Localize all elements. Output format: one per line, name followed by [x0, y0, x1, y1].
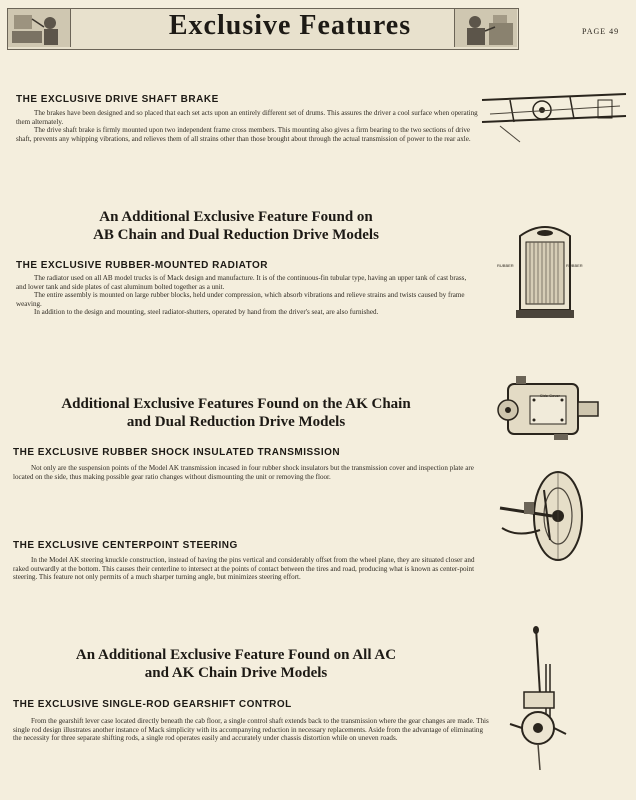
heading-line: An Additional Exclusive Feature Found on — [99, 209, 373, 225]
header-illustration-right — [454, 9, 517, 47]
section-title-rubber-radiator: THE EXCLUSIVE RUBBER-MOUNTED RADIATOR — [16, 260, 269, 271]
section-body-shock-transmission — [13, 464, 481, 481]
feature-heading-ak — [16, 395, 456, 431]
paragraph: The radiator used on all AB model trucks is of Mack design and manufacture. It is of the continuous-fin tubular type, having an upper tank of cast brass, and lower tank and side plates of cast aluminum bolted together as a unit. — [16, 274, 467, 291]
page-title: Exclusive Features — [168, 10, 412, 41]
section-body-centerpoint-steering — [13, 556, 485, 582]
paragraph: The drive shaft brake is firmly mounted upon two independent frame cross members. This mounting also gives a firm bearing to the two sections of drive shaft, prevents any whipping vibrations, and relieves them of all strains other than those brought about through the actual transmission of power to the rear axle. — [16, 126, 471, 143]
side-cover-label: Side Cover — [540, 393, 560, 398]
rubber-label-left: RUBBER — [497, 263, 514, 268]
heading-line: Additional Exclusive Features Found on the AK Chain — [61, 396, 411, 412]
paragraph: In the Model AK steering knuckle construction, instead of having the pins vertical and considerably offset from the wheel plane, they are situated closer and raked outwardly at the bottom. This causes their centerline to intersect at the points of contact between the tires and road, producing what is known as center-point steering. This feature not only permits of a much sharper turning angle, but minimizes steering effort. — [13, 556, 475, 582]
header-illustration-left — [8, 9, 71, 47]
steering-knuckle-illustration — [496, 468, 600, 564]
heading-line: and Dual Reduction Drive Models — [126, 414, 346, 430]
section-title-gearshift-control: THE EXCLUSIVE SINGLE-ROD GEARSHIFT CONTROL — [13, 699, 292, 710]
drive-shaft-brake-illustration — [480, 86, 630, 146]
feature-heading-ac — [16, 646, 456, 682]
section-title-shock-transmission: THE EXCLUSIVE RUBBER SHOCK INSULATED TRANSMISSION — [13, 447, 341, 458]
gearshift-control-illustration — [508, 624, 568, 774]
transmission-illustration — [494, 374, 602, 442]
heading-line: and AK Chain Drive Models — [144, 665, 328, 681]
section-body-rubber-radiator — [16, 274, 478, 317]
section-title-centerpoint-steering: THE EXCLUSIVE CENTERPOINT STEERING — [13, 540, 238, 551]
section-body-gearshift-control — [13, 717, 491, 743]
paragraph: In addition to the design and mounting, steel radiator-shutters, operated by hand from the driver's seat, are also furnished. — [34, 308, 379, 317]
feature-heading-ab — [16, 208, 456, 244]
section-title-drive-shaft-brake: THE EXCLUSIVE DRIVE SHAFT BRAKE — [16, 94, 219, 105]
heading-line: An Additional Exclusive Feature Found on All AC — [75, 647, 397, 663]
heading-line: AB Chain and Dual Reduction Drive Models — [93, 227, 379, 243]
paragraph: The brakes have been designed and so placed that each set acts upon an entirely different set of drums. This assures the driver a cool surface when operating them alternately. — [16, 109, 478, 126]
paragraph: Not only are the suspension points of the Model AK transmission incased in four rubber shock insulators but the transmission cover and inspection plate are located on the side, thus making possible gear ratio changes without dismounting the unit or removing the floor. — [13, 464, 474, 481]
paragraph: From the gearshift lever case located directly beneath the cab floor, a single control shaft extends back to the transmission where the gear changes are made. This single rod design illustrates another instance of Mack simplicity with its accompanying reduction in necessary replacements. Aside from the advantage of eliminating the necessity for three separate shifting rods, a single rod operates easily and accurately under chassis distortion while on uneven roads. — [13, 717, 489, 743]
radiator-illustration — [512, 218, 578, 322]
rubber-label-right: RUBBER — [566, 263, 583, 268]
page-number: PAGE 49 — [582, 27, 620, 36]
section-body-drive-shaft-brake — [16, 109, 478, 143]
paragraph: The entire assembly is mounted on large rubber blocks, held under compression, which absorb vibrations and relieve strains and twists caused by frame weaving. — [16, 291, 465, 308]
